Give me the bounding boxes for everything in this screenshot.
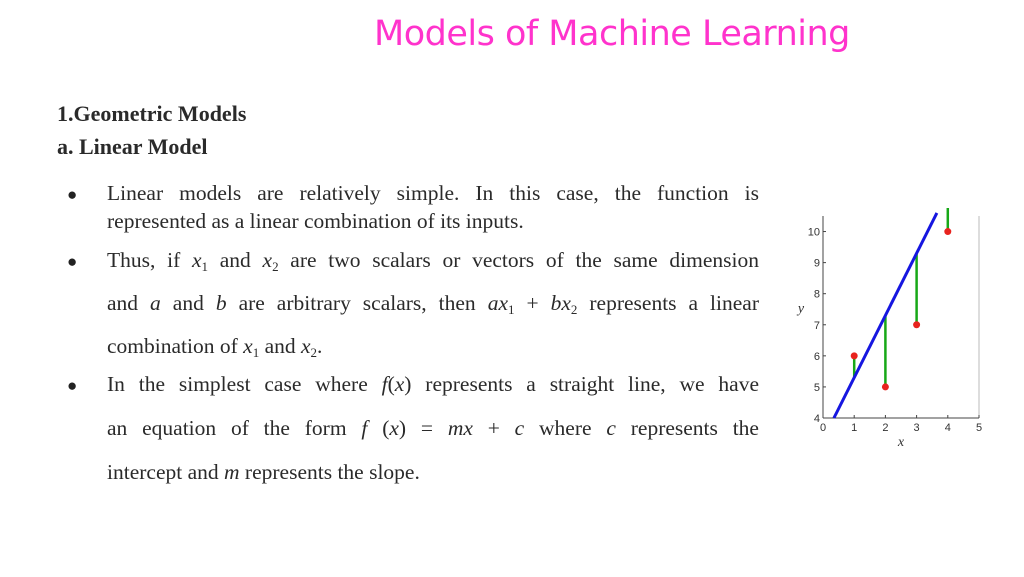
math-variable: c bbox=[514, 416, 525, 440]
data-points bbox=[851, 228, 952, 390]
subscript: 1 bbox=[507, 302, 515, 317]
x-tick-label: 3 bbox=[913, 422, 920, 434]
subscript: 1 bbox=[252, 345, 260, 360]
x-tick-label: 0 bbox=[819, 422, 827, 434]
math-variable: ax bbox=[487, 291, 508, 315]
y-tick-label: 6 bbox=[813, 350, 820, 363]
y-tick-label: 5 bbox=[813, 381, 820, 394]
y-tick-label: 10 bbox=[807, 226, 820, 239]
x-axis-label: x bbox=[897, 435, 905, 450]
data-point bbox=[944, 228, 951, 235]
section-heading: 1.Geometric Models bbox=[57, 101, 247, 126]
math-variable: mx bbox=[447, 416, 473, 440]
bullet-text-line: and a and b are arbitrary scalars, then $ax_1 + bx_2$ represents a linear bbox=[107, 291, 760, 317]
x-tick-label: 5 bbox=[975, 422, 983, 434]
math-variable: x bbox=[243, 334, 253, 358]
bullet-marker: ● bbox=[67, 252, 78, 271]
x-tick-label: 2 bbox=[882, 422, 889, 434]
math-variable: x bbox=[300, 334, 311, 358]
y-tick-label: 8 bbox=[813, 288, 820, 301]
bullet-text-line: combination of $x_1$ and $x_2$. bbox=[107, 334, 323, 360]
bullet-marker: ● bbox=[67, 185, 78, 204]
data-point bbox=[913, 321, 920, 328]
bullet-text-line: Thus, if $x_1$ and $x_2$ are two scalars or vectors of the same dimension bbox=[107, 248, 760, 274]
chart-axes bbox=[823, 216, 979, 418]
subscript: 2 bbox=[310, 345, 318, 360]
math-variable: m bbox=[224, 460, 240, 484]
math-variable: f bbox=[361, 416, 368, 440]
math-variable: f bbox=[381, 372, 388, 396]
math-variable: x bbox=[394, 372, 405, 396]
data-point bbox=[851, 352, 858, 359]
math-variable: x bbox=[191, 248, 202, 272]
math-variable: a bbox=[150, 291, 161, 315]
bullet-text-line: In the simplest case where f(x) represents a straight line, we have bbox=[107, 372, 759, 396]
bullet-text-line: Linear models are relatively simple. In this case, the function is bbox=[107, 181, 759, 205]
math-variable: x bbox=[262, 248, 273, 272]
subscript: 2 bbox=[272, 259, 279, 274]
subsection-heading: a. Linear Model bbox=[57, 134, 208, 159]
y-tick-label: 4 bbox=[813, 413, 820, 425]
math-variable: b bbox=[215, 291, 227, 315]
y-tick-label: 7 bbox=[813, 319, 820, 332]
subscript: 1 bbox=[201, 259, 209, 274]
y-tick-label: 9 bbox=[813, 257, 820, 270]
y-axis-label: y bbox=[797, 301, 805, 317]
x-tick-label: 4 bbox=[944, 422, 951, 434]
bullet-marker: ● bbox=[67, 376, 78, 395]
bullet-text-line: intercept and m represents the slope. bbox=[107, 460, 420, 484]
math-variable: x bbox=[389, 416, 399, 440]
subscript: 2 bbox=[570, 302, 578, 317]
slide-title: Models of Machine Learning bbox=[374, 14, 850, 54]
data-point bbox=[882, 383, 889, 390]
math-variable: bx bbox=[550, 291, 571, 315]
bullet-text-line: represented as a linear combination of its inputs. bbox=[107, 209, 524, 233]
math-variable: c bbox=[606, 416, 616, 440]
bullet-text-line: an equation of the form f (x) = mx + c where c represents the bbox=[107, 416, 759, 440]
residual-lines bbox=[854, 208, 948, 387]
x-tick-label: 1 bbox=[851, 422, 858, 434]
tick-labels bbox=[796, 227, 982, 450]
linear-model-chart bbox=[790, 208, 1000, 458]
